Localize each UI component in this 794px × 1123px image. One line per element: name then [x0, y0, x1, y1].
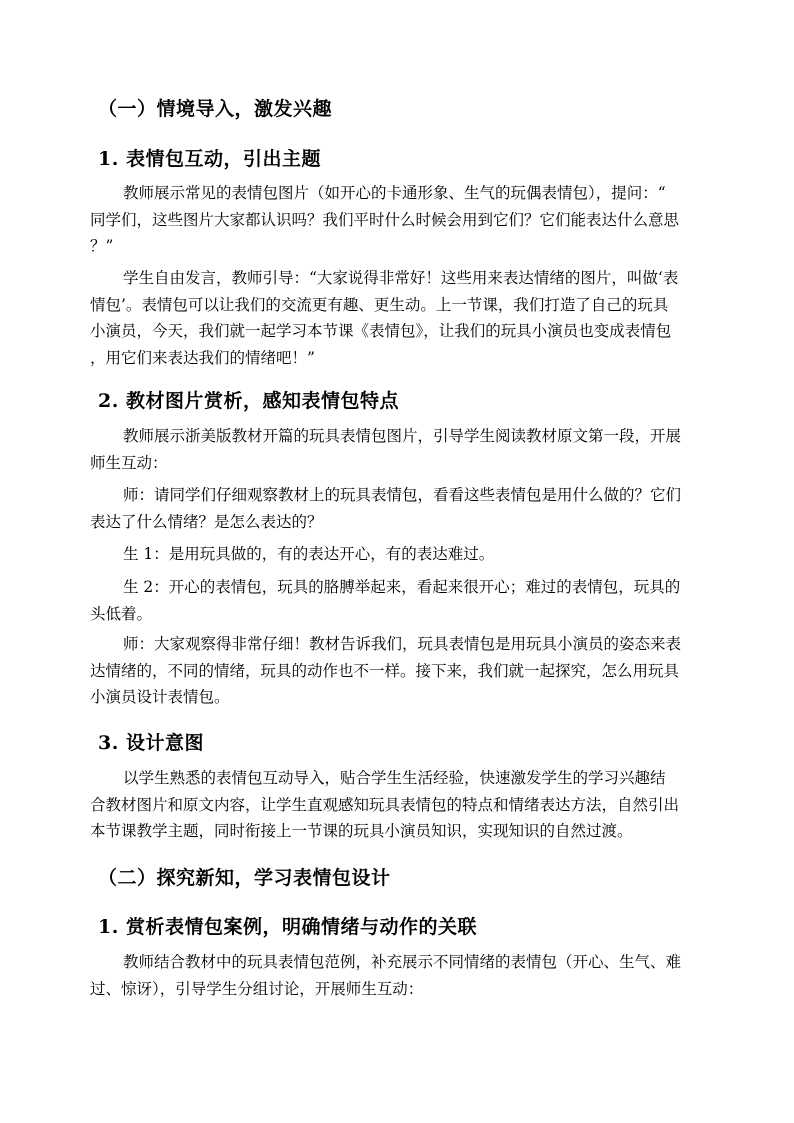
paragraph-line: 表达了什么情绪？是怎么表达的？: [90, 512, 323, 531]
paragraph: [90, 482, 710, 535]
paragraph-line: 师：请同学们仔细观察教材上的玩具表情包，看看这些表情包是用什么做的？它们: [123, 486, 682, 504]
paragraph: [90, 423, 710, 476]
paragraph: [90, 949, 710, 1002]
paragraph-line: 头低着。: [90, 604, 153, 623]
section-heading: （一）情境导入，激发兴趣: [98, 98, 333, 120]
paragraph-line: 本节课教学主题，同时衔接上一节课的玩具小演员知识，实现知识的自然过渡。: [90, 822, 633, 840]
paragraph-line: 师：大家观察得非常仔细！教材告诉我们，玩具表情包是用玩具小演员的姿态来表: [123, 635, 682, 653]
paragraph: [90, 541, 710, 568]
paragraph: [90, 180, 710, 260]
paragraph-line: 学生自由发言，教师引导：“大家说得非常好！这些用来表达情绪的图片，叫做‘表: [123, 269, 679, 287]
paragraph-line: 达情绪的，不同的情绪，玩具的动作也不一样。接下来，我们就一起探究，怎么用玩具: [90, 661, 680, 680]
subsection-heading: 3. 设计意图: [98, 732, 204, 754]
paragraph: [90, 265, 710, 371]
paragraph: [90, 631, 710, 711]
section-heading: （二）探究新知，学习表情包设计: [98, 867, 391, 889]
paragraph-line: 教师展示浙美版教材开篇的玩具表情包图片，引导学生阅读教材原文第一段，开展: [123, 427, 682, 445]
paragraph-line: 以学生熟悉的表情包互动导入，贴合学生生活经验，快速激发学生的学习兴趣结: [123, 769, 666, 787]
paragraph-line: 教师展示常见的表情包图片（如开心的卡通形象、生气的玩偶表情包），提问：“: [123, 184, 666, 202]
subsection-heading: 2. 教材图片赏析，感知表情包特点: [98, 390, 399, 412]
subsection-heading: 1. 赏析表情包案例，明确情绪与动作的关联: [98, 916, 477, 938]
paragraph-line: 过、惊讶），引导学生分组讨论，开展师生互动：: [90, 979, 424, 998]
subsection-heading: 1. 表情包互动，引出主题: [98, 148, 321, 170]
paragraph: [90, 765, 710, 845]
paragraph: [90, 574, 710, 627]
paragraph-line: 生 2：开心的表情包，玩具的胳膊举起来，看起来很开心；难过的表情包，玩具的: [123, 578, 681, 596]
paragraph-line: 生 1：是用玩具做的，有的表达开心，有的表达难过。: [123, 545, 495, 563]
paragraph-line: ，用它们来表达我们的情绪吧！”: [90, 348, 315, 367]
paragraph-line: 小演员设计表情包。: [90, 688, 230, 706]
paragraph-line: 师生互动：: [90, 453, 168, 472]
paragraph-line: 小演员，今天，我们就一起学习本节课《表情包》，让我们的玩具小演员也变成表情包: [90, 322, 672, 340]
paragraph-line: 教师结合教材中的玩具表情包范例，补充展示不同情绪的表情包（开心、生气、难: [123, 953, 682, 971]
paragraph-line: 情包’。表情包可以让我们的交流更有趣、更生动。上一节课，我们打造了自己的玩具: [90, 295, 669, 314]
paragraph-line: 同学们，这些图片大家都认识吗？我们平时什么时候会用到它们？它们能表达什么意思: [90, 210, 680, 229]
paragraph-line: ？”: [90, 237, 114, 255]
paragraph-line: 合教材图片和原文内容，让学生直观感知玩具表情包的特点和情绪表达方法，自然引出: [90, 795, 680, 814]
